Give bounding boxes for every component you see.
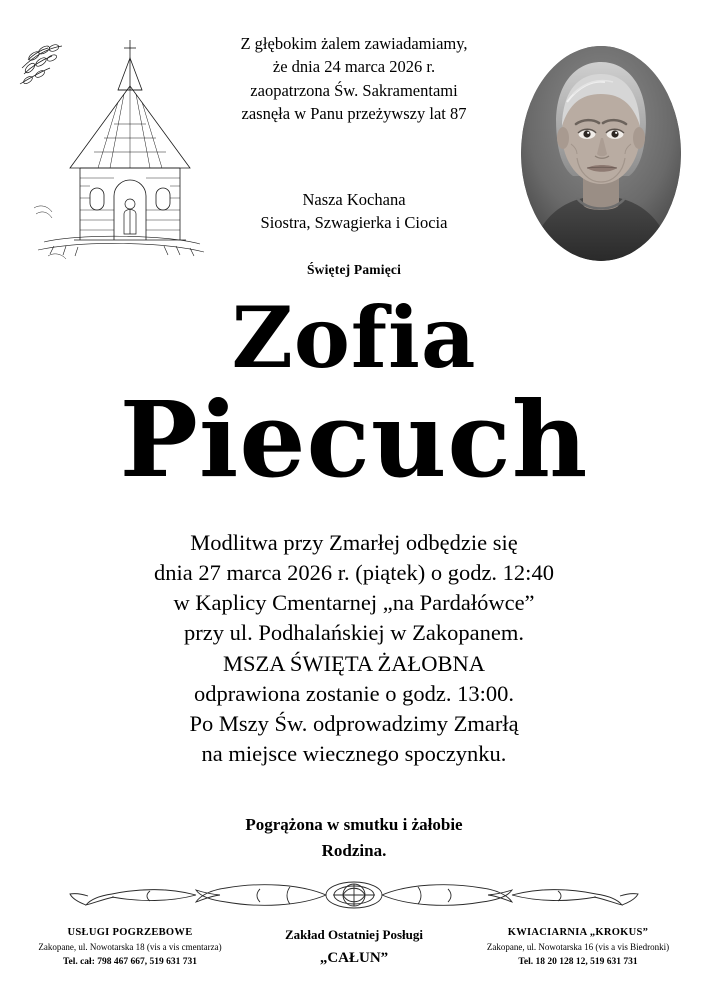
intro-line-3: zaopatrzona Św. Sakramentami bbox=[250, 80, 458, 100]
ceremony-line-2: dnia 27 marca 2026 r. (piątek) o godz. 12:40 bbox=[154, 560, 554, 586]
mourners-line-2: Rodzina. bbox=[321, 840, 387, 860]
footer-funeral-services bbox=[14, 925, 246, 970]
ceremony-line-7: Po Mszy Św. odprowadzimy Zmarłą bbox=[189, 710, 519, 736]
footer-funeral-home bbox=[249, 925, 459, 970]
footer-contacts bbox=[0, 925, 708, 991]
ceremony-details bbox=[0, 528, 708, 769]
ornamental-divider-icon bbox=[50, 878, 658, 912]
intro-paragraph bbox=[214, 32, 494, 126]
intro-line-1: Z głębokim żalem zawiadamiamy, bbox=[240, 34, 468, 53]
deceased-last-name: Piecuch bbox=[119, 378, 589, 501]
ceremony-line-6: odprawiona zostanie o godz. 13:00. bbox=[194, 680, 514, 706]
ceremony-line-4: przy ul. Podhalańskiej w Zakopanem. bbox=[184, 620, 524, 646]
ceremony-line-8: na miejsce wiecznego spoczynku. bbox=[201, 740, 507, 766]
intro-line-2: że dnia 24 marca 2026 r. bbox=[272, 57, 436, 77]
ceremony-line-1: Modlitwa przy Zmarłej odbędzie się bbox=[190, 530, 518, 555]
memory-label: Świętej Pamięci bbox=[306, 262, 402, 277]
relation-line-2: Siostra, Szwagierka i Ciocia bbox=[260, 213, 448, 233]
footer-left-phone: Tel. cał: 798 467 667, 519 631 731 bbox=[63, 957, 197, 968]
chapel-illustration-icon bbox=[14, 28, 214, 263]
footer-right-address: Zakopane, ul. Nowotarska 16 (vis a vis Biedronki) bbox=[486, 942, 670, 953]
mourners-statement bbox=[0, 812, 708, 863]
footer-left-address: Zakopane, ul. Nowotarska 18 (vis a vis cmentarza) bbox=[38, 942, 222, 953]
portrait-oval-frame bbox=[521, 46, 681, 261]
relation-line-1: Nasza Kochana bbox=[302, 190, 406, 209]
portrait-photo bbox=[521, 46, 681, 261]
intro-line-4: zasnęła w Panu przeżywszy lat 87 bbox=[241, 104, 467, 124]
footer-left-title: USŁUGI POGRZEBOWE bbox=[67, 927, 193, 938]
footer-florist bbox=[462, 925, 694, 970]
footer-right-phone: Tel. 18 20 128 12, 519 631 731 bbox=[518, 957, 638, 968]
relation-paragraph bbox=[204, 188, 504, 235]
footer-middle-title: Zakład Ostatniej Posługi bbox=[285, 927, 423, 942]
deceased-first-name: Zofia bbox=[231, 288, 477, 387]
ceremony-line-3: w Kaplicy Cmentarnej „na Pardałówce” bbox=[173, 590, 535, 616]
ceremony-line-5: MSZA ŚWIĘTA ŻAŁOBNA bbox=[223, 650, 485, 676]
poster-header bbox=[0, 0, 708, 300]
footer-right-title: KWIACIARNIA „KROKUS” bbox=[507, 927, 649, 938]
footer-middle-name: „CAŁUN” bbox=[319, 950, 389, 967]
mourners-line-1: Pogrążona w smutku i żałobie bbox=[245, 815, 463, 834]
